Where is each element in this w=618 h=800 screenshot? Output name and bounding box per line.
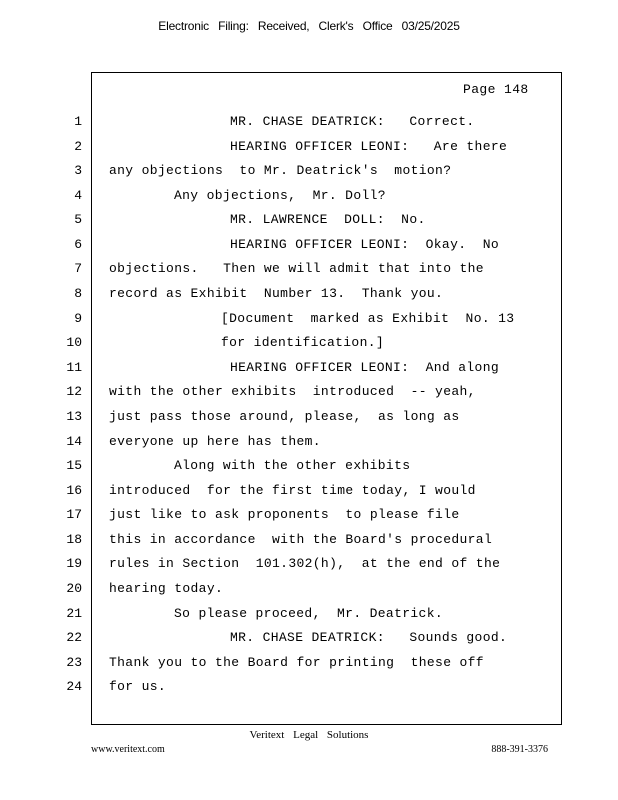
line-number: 17 <box>66 507 82 522</box>
line-text: record as Exhibit Number 13. Thank you. <box>109 286 444 301</box>
transcript-line <box>0 532 618 552</box>
transcript-line <box>0 163 618 183</box>
line-number: 18 <box>66 532 82 547</box>
footer-website: www.veritext.com <box>91 744 165 755</box>
line-number: 8 <box>74 286 82 301</box>
line-text: HEARING OFFICER LEONI: Okay. No <box>230 237 499 252</box>
line-text: hearing today. <box>109 581 224 596</box>
transcript-line <box>0 212 618 232</box>
transcript-line <box>0 335 618 355</box>
line-text: for us. <box>109 679 167 694</box>
line-text: with the other exhibits introduced -- yeah, <box>109 384 476 399</box>
transcript-line <box>0 434 618 454</box>
line-number: 23 <box>66 655 82 670</box>
transcript-line <box>0 556 618 576</box>
line-text: for identification.] <box>221 335 385 350</box>
line-number: 22 <box>66 630 82 645</box>
transcript-line <box>0 286 618 306</box>
line-number: 4 <box>74 188 82 203</box>
transcript-line <box>0 458 618 478</box>
line-number: 3 <box>74 163 82 178</box>
line-text: introduced for the first time today, I would <box>109 483 476 498</box>
line-text: Along with the other exhibits <box>174 458 411 473</box>
line-text: rules in Section 101.302(h), at the end of the <box>109 556 501 571</box>
line-number: 14 <box>66 434 82 449</box>
line-number: 10 <box>66 335 82 350</box>
transcript-line <box>0 630 618 650</box>
transcript-line <box>0 655 618 675</box>
line-text: HEARING OFFICER LEONI: Are there <box>230 139 508 154</box>
line-text: MR. CHASE DEATRICK: Correct. <box>230 114 475 129</box>
transcript-line <box>0 188 618 208</box>
filing-stamp: Electronic Filing: Received, Clerk's Office 03/25/2025 <box>158 19 460 33</box>
line-number: 12 <box>66 384 82 399</box>
line-text: Any objections, Mr. Doll? <box>174 188 386 203</box>
line-text: MR. LAWRENCE DOLL: No. <box>230 212 426 227</box>
line-number: 16 <box>66 483 82 498</box>
line-number: 2 <box>74 139 82 154</box>
line-text: HEARING OFFICER LEONI: And along <box>230 360 499 375</box>
line-number: 7 <box>74 261 82 276</box>
line-text: just pass those around, please, as long as <box>109 409 460 424</box>
line-number: 20 <box>66 581 82 596</box>
line-text: MR. CHASE DEATRICK: Sounds good. <box>230 630 508 645</box>
transcript-line <box>0 237 618 257</box>
transcript-line <box>0 483 618 503</box>
line-text: So please proceed, Mr. Deatrick. <box>174 606 443 621</box>
transcript-line <box>0 261 618 281</box>
transcript-line <box>0 360 618 380</box>
line-text: everyone up here has them. <box>109 434 321 449</box>
page-number: Page 148 <box>463 82 529 97</box>
transcript-line <box>0 507 618 527</box>
transcript-line <box>0 581 618 601</box>
footer-phone: 888-391-3376 <box>491 744 548 755</box>
transcript-line <box>0 606 618 626</box>
line-number: 6 <box>74 237 82 252</box>
line-number: 11 <box>66 360 82 375</box>
transcript-line <box>0 384 618 404</box>
line-number: 24 <box>66 679 82 694</box>
line-number: 19 <box>66 556 82 571</box>
line-text: just like to ask proponents to please file <box>109 507 460 522</box>
transcript-line <box>0 311 618 331</box>
line-text: this in accordance with the Board's procedural <box>109 532 493 547</box>
line-text: objections. Then we will admit that into the <box>109 261 484 276</box>
line-number: 21 <box>66 606 82 621</box>
line-text: any objections to Mr. Deatrick's motion? <box>109 163 452 178</box>
transcript-line <box>0 139 618 159</box>
transcript-line <box>0 409 618 429</box>
line-number: 1 <box>74 114 82 129</box>
transcript-line <box>0 114 618 134</box>
line-text: Thank you to the Board for printing these off <box>109 655 484 670</box>
line-number: 9 <box>74 311 82 326</box>
footer-company: Veritext Legal Solutions <box>249 729 369 741</box>
line-number: 13 <box>66 409 82 424</box>
line-text: [Document marked as Exhibit No. 13 <box>221 311 515 326</box>
line-number: 5 <box>74 212 82 227</box>
line-number: 15 <box>66 458 82 473</box>
transcript-line <box>0 679 618 699</box>
